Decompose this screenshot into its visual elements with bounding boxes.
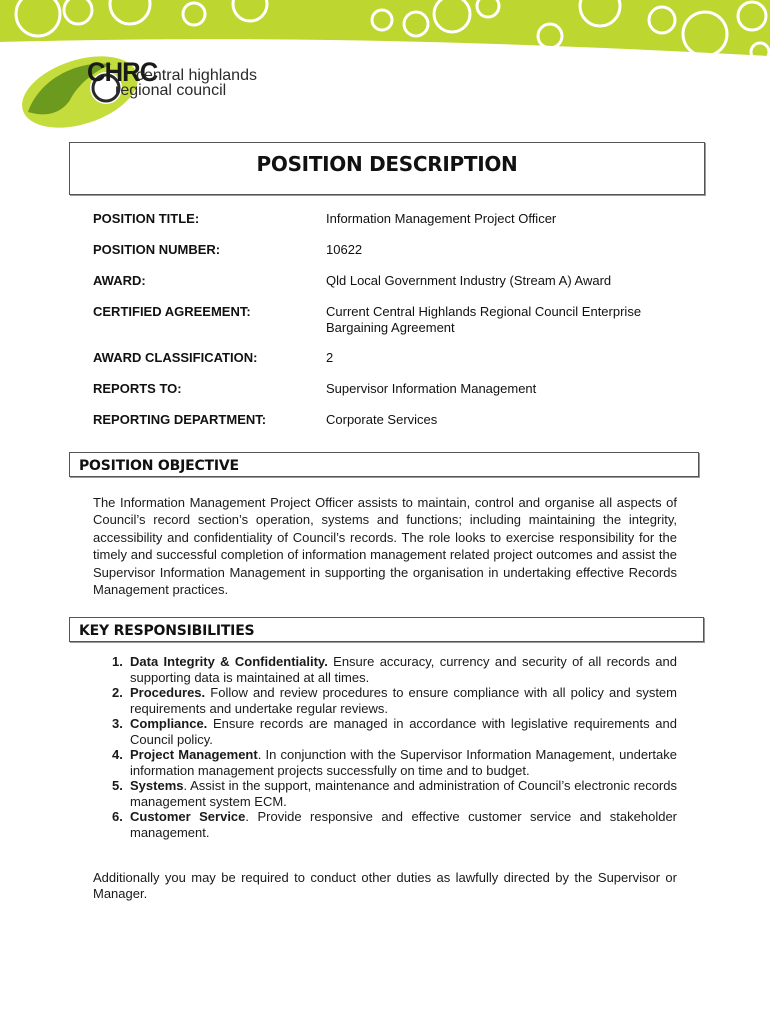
field-value: 2 (326, 350, 334, 365)
responsibilities-list (112, 654, 677, 840)
item-text: Ensure records are managed in accordance with legislative requirements and Council policy. (130, 716, 677, 747)
council-logo (87, 57, 257, 99)
title-box (69, 142, 705, 195)
field-row-department (93, 412, 683, 443)
field-label: POSITION NUMBER: (93, 242, 221, 257)
field-row-reports-to (93, 381, 683, 412)
field-value: Current Central Highlands Regional Council Enterprise Bargaining Agreement (326, 304, 642, 335)
field-label: CERTIFIED AGREEMENT: (93, 304, 251, 319)
field-row-number (93, 242, 683, 273)
item-title: Project Management (130, 747, 258, 762)
list-item (112, 778, 677, 809)
item-title: Procedures. (130, 685, 206, 700)
item-number: 3. (112, 716, 123, 731)
field-value: Corporate Services (326, 412, 438, 427)
item-title: Systems (130, 778, 184, 793)
field-label: AWARD: (93, 273, 146, 288)
responsibilities-heading: KEY RESPONSIBILITIES (69, 617, 704, 642)
logo-line-1: central highlands (136, 67, 257, 84)
objective-text: The Information Management Project Officer assists to maintain, control and organise all aspects of Council’s record section’s operation, systems and functions; including maintaining the integrity, accessibility and confidentiality of Council’s records. The role looks to exercise responsibility for the timely and successful completion of information management related project outcomes and assist the Supervisor Information Management in supporting the organisation in undertaking effective Records Management practices. (93, 495, 677, 598)
field-value: 10622 (326, 242, 363, 257)
list-item (112, 809, 677, 840)
field-label: REPORTS TO: (93, 381, 182, 396)
field-label: POSITION TITLE: (93, 211, 200, 226)
item-title: Customer Service (130, 809, 246, 824)
logo-acronym: CHRC (87, 57, 158, 87)
item-text: Ensure accuracy, currency and security of all records and supporting data is maintained at all times. (130, 654, 677, 685)
item-number: 5. (112, 778, 123, 793)
item-text: . Assist in the support, maintenance and administration of Council’s electronic records management system ECM. (130, 778, 677, 809)
item-number: 4. (112, 747, 123, 762)
field-value: Information Management Project Officer (326, 211, 557, 226)
field-row-title (93, 211, 683, 242)
item-number: 2. (112, 685, 123, 700)
field-label: AWARD CLASSIFICATION: (93, 350, 258, 365)
item-number: 1. (112, 654, 123, 669)
field-row-classification (93, 350, 683, 381)
item-text: Follow and review procedures to ensure compliance with all policy and system requirements and undertake regular reviews. (130, 685, 677, 716)
position-details (93, 211, 683, 443)
list-item (112, 654, 677, 685)
list-item (112, 716, 677, 747)
objective-heading: POSITION OBJECTIVE (69, 452, 699, 477)
list-item (112, 747, 677, 778)
field-label: REPORTING DEPARTMENT: (93, 412, 267, 427)
list-item (112, 685, 677, 716)
page-title: POSITION DESCRIPTION (256, 151, 518, 176)
item-title: Compliance. (130, 716, 208, 731)
field-row-agreement (93, 304, 683, 350)
field-value: Supervisor Information Management (326, 381, 537, 396)
item-text: . In conjunction with the Supervisor Information Management, undertake information management projects successfully on time and to budget. (130, 747, 677, 778)
item-number: 6. (112, 809, 123, 824)
item-text: . Provide responsive and effective customer service and stakeholder management. (130, 809, 677, 840)
closing-text: Additionally you may be required to conduct other duties as lawfully directed by the Supervisor or Manager. (93, 870, 677, 901)
field-value: Qld Local Government Industry (Stream A) Award (326, 273, 612, 288)
logo-line-2: regional council (115, 82, 227, 99)
field-row-award (93, 273, 683, 304)
item-title: Data Integrity & Confidentiality. (130, 654, 328, 669)
